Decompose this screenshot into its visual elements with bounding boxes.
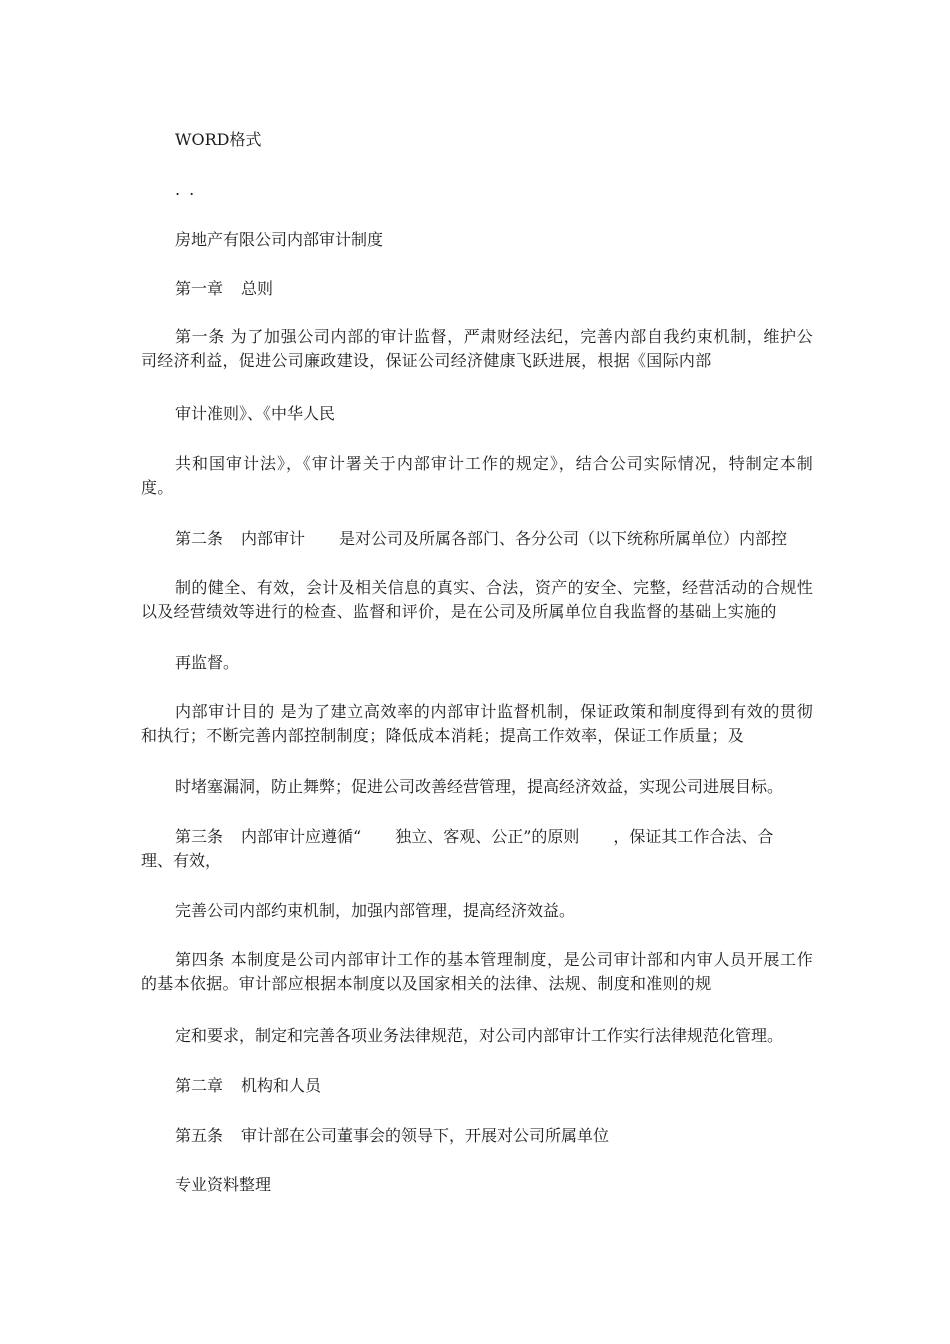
chapter-2-number: 第二章 bbox=[175, 1076, 224, 1095]
article-5-number: 第五条 bbox=[175, 1126, 224, 1145]
chapter-1-name: 总则 bbox=[241, 279, 274, 298]
article-3-number: 第三条 bbox=[175, 827, 224, 846]
format-label: WORD格式 bbox=[175, 130, 262, 149]
purpose-continuation: 时堵塞漏洞，防止舞弊；促进公司改善经营管理，提高经济效益，实现公司进展目标。 bbox=[175, 777, 784, 796]
article-1-closing: 共和国审计法》，《审计署关于内部审计工作的规定》，结合公司实际情况，特制定本制度。 bbox=[141, 454, 813, 497]
article-4-paragraph: 第四条 本制度是公司内部审计工作的基本管理制度，是公司审计部和内审人员开展工作的基本依据。审计部应根据本制度以及国家相关的法律、法规、制度和准则的规 bbox=[141, 950, 813, 993]
article-3-paragraph: 完善公司内部约束机制，加强内部管理，提高经济效益。 bbox=[175, 901, 576, 920]
article-2-heading bbox=[175, 527, 787, 551]
chapter-2-name: 机构和人员 bbox=[241, 1076, 322, 1095]
article-2-paragraph: 制的健全、有效，会计及相关信息的真实、合法，资产的安全、完整，经营活动的合规性以及经营绩效等进行的检查、监督和评价，是在公司及所属单位自我监督的基础上实施的 bbox=[141, 578, 813, 621]
footer-label: 专业资料整理 bbox=[175, 1175, 272, 1194]
chapter-2-heading bbox=[175, 1074, 321, 1098]
article-3-part-c-head: ，保证其工作合法、合 bbox=[613, 827, 774, 846]
article-3-part-b: 独立、客观、公正”的原则 bbox=[395, 827, 580, 846]
article-3-part-a: 内部审计应遵循“ bbox=[241, 827, 362, 846]
article-2-closing: 再监督。 bbox=[175, 653, 240, 672]
article-4-continuation: 定和要求，制定和完善各项业务法律规范，对公司内部审计工作实行法律规范化管理。 bbox=[175, 1026, 784, 1045]
article-2-text: 是对公司及所属各部门、各分公司（以下统称所属单位）内部控 bbox=[339, 529, 788, 548]
article-5-heading bbox=[175, 1124, 609, 1148]
article-1-continuation: 审计准则》、《中华人民 bbox=[175, 404, 336, 423]
article-3-heading bbox=[175, 825, 773, 849]
document-title: 房地产有限公司内部审计制度 bbox=[175, 230, 384, 249]
header-dots: . . bbox=[175, 180, 197, 199]
article-1-paragraph: 第一条 为了加强公司内部的审计监督，严肃财经法纪，完善内部自我约束机制，维护公司经济利益，促进公司廉政建设，保证公司经济健康飞跃进展，根据《国际内部 bbox=[141, 327, 813, 370]
article-3-wrap: 理、有效， bbox=[141, 851, 222, 870]
article-2-number: 第二条 bbox=[175, 529, 224, 548]
article-5-text: 审计部在公司董事会的领导下，开展对公司所属单位 bbox=[241, 1126, 610, 1145]
article-2-term: 内部审计 bbox=[241, 529, 306, 548]
chapter-1-number: 第一章 bbox=[175, 279, 224, 298]
purpose-paragraph: 内部审计目的 是为了建立高效率的内部审计监督机制，保证政策和制度得到有效的贯彻和执行；不断完善内部控制制度；降低成本消耗；提高工作效率，保证工作质量；及 bbox=[141, 702, 813, 745]
chapter-1-heading bbox=[175, 277, 273, 301]
